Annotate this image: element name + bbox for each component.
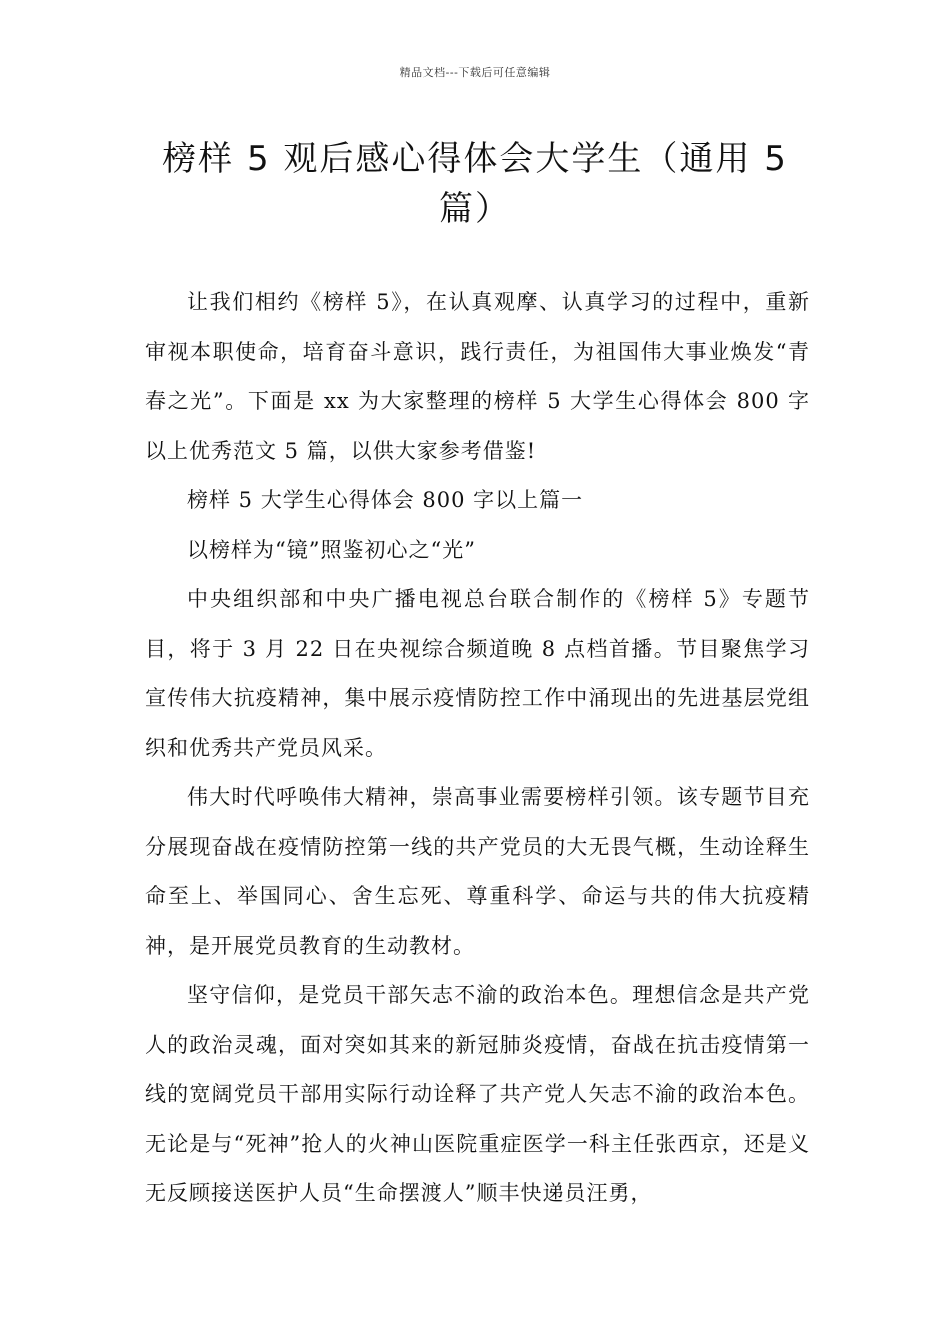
section-heading: 榜样 5 大学生心得体会 800 字以上篇一 — [187, 488, 584, 512]
intro-paragraph: 让我们相约《榜样 5》，在认真观摩、认真学习的过程中，重新审视本职使命，培育奋斗意识，践行责任，为祖国伟大事业焕发“青春之光”。下面是 xx 为大家整理的榜样 5 大学生心得体会 800 字以上优秀范文 5 篇，以供大家参考借鉴! — [145, 290, 810, 463]
body-paragraph: 中央组织部和中央广播电视总台联合制作的《榜样 5》专题节目，将于 3 月 22 日在央视综合频道晚 8 点档首播。节目聚焦学习宣传伟大抗疫精神，集中展示疫情防控工作中涌现出的先进基层党组织和优秀共产党员风采。 — [145, 587, 810, 760]
document-body — [145, 278, 810, 1219]
header-note: 精品文档---下载后可任意编辑 — [399, 66, 551, 79]
body-paragraph: 伟大时代呼唤伟大精神，崇高事业需要榜样引领。该专题节目充分展现奋战在疫情防控第一线的共产党员的大无畏气概，生动诠释生命至上、举国同心、舍生忘死、尊重科学、命运与共的伟大抗疫精神，是开展党员教育的生动教材。 — [145, 785, 810, 958]
document-title: 榜样 5 观后感心得体会大学生（通用 5 篇） — [162, 139, 788, 229]
section-subtitle: 以榜样为“镜”照鉴初心之“光” — [187, 537, 476, 562]
body-paragraph: 坚守信仰，是党员干部矢志不渝的政治本色。理想信念是共产党人的政治灵魂，面对突如其来的新冠肺炎疫情，奋战在抗击疫情第一线的宽阔党员干部用实际行动诠释了共产党人矢志不渝的政治本色。无论是与“死神”抢人的火神山医院重症医学一科主任张西京，还是义无反顾接送医护人员“生命摆渡人”顺丰快递员汪勇， — [145, 983, 810, 1205]
